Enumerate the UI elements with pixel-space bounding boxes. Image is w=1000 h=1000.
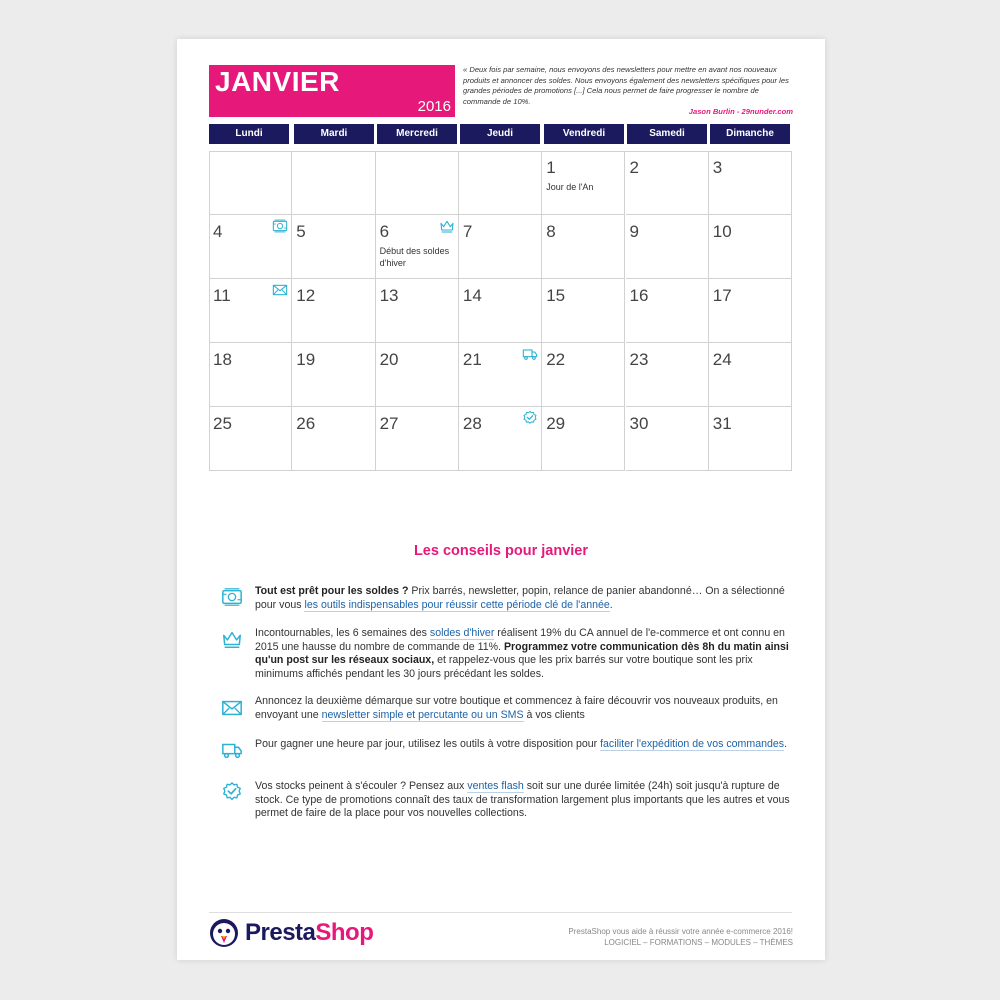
- footer-tagline: [568, 926, 793, 948]
- tip-text: Incontournables, les 6 semaines des: [255, 627, 430, 639]
- day-number: 4: [213, 222, 223, 241]
- weekday-header: Dimanche: [710, 124, 790, 144]
- day-number: 10: [712, 222, 732, 241]
- tools-link[interactable]: les outils indispensables pour réussir cette période clé de l'année: [304, 598, 610, 611]
- year-label: 2016: [417, 98, 451, 115]
- day-number: 31: [712, 414, 732, 433]
- envelope-icon: [272, 282, 288, 298]
- weekday-header: Mardi: [294, 124, 374, 144]
- weekday-header: Samedi: [627, 124, 707, 144]
- day-number: 12: [296, 286, 316, 305]
- calendar-cell: [459, 343, 542, 407]
- calendar-cell: [459, 215, 542, 279]
- tips-title: Les conseils pour janvier: [413, 543, 589, 559]
- calendar-cell: [542, 215, 625, 279]
- day-number: 24: [712, 350, 732, 369]
- tagline-text: PrestaShop vous aide à réussir votre année e-commerce 2016!: [568, 927, 793, 936]
- footer-divider: [209, 912, 792, 913]
- calendar-page: [177, 39, 825, 960]
- truck-icon: [522, 346, 538, 362]
- day-event-note: Jour de l'An: [546, 182, 594, 192]
- calendar-cell: [709, 215, 792, 279]
- calendar-cell: [709, 407, 792, 471]
- day-number: 14: [462, 286, 482, 305]
- calendar-grid: [209, 151, 792, 471]
- day-number: 6: [379, 222, 390, 241]
- calendar-cell: [376, 343, 459, 407]
- day-number: 9: [629, 222, 639, 241]
- winter-sales-link[interactable]: soldes d'hiver: [429, 627, 495, 639]
- sale-tag-icon: [221, 586, 243, 608]
- weekday-header: Lundi: [209, 124, 289, 144]
- day-number: 1: [546, 158, 556, 177]
- day-number: 19: [296, 350, 316, 369]
- day-number: 25: [213, 414, 232, 433]
- day-number: 16: [629, 286, 649, 305]
- calendar-cell: [209, 151, 292, 215]
- tip-text: Vos stocks peinent à s'écouler ? Pensez aux: [255, 780, 468, 792]
- day-number: 20: [379, 350, 399, 369]
- weekday-header: Jeudi: [460, 124, 540, 144]
- calendar-cell: [292, 407, 375, 471]
- day-number: 29: [546, 414, 566, 433]
- calendar-cell: [209, 215, 292, 279]
- day-number: 18: [213, 350, 232, 369]
- crown-icon: [221, 628, 243, 650]
- shipping-link[interactable]: faciliter l'expédition de vos commandes: [600, 738, 785, 750]
- calendar-cell: [626, 279, 709, 343]
- tip-text: à vos clients: [523, 708, 585, 721]
- logo-wordmark: PrestaShop: [245, 919, 374, 946]
- calendar-cell: [376, 279, 459, 343]
- tip-text: Annoncez la deuxième démarque sur votre boutique et commencez à faire découvrir vos nouveaux produits, en envoyant une: [255, 695, 778, 721]
- day-number: 7: [462, 222, 473, 241]
- day-number: 28: [462, 414, 482, 433]
- envelope-icon: [221, 697, 243, 719]
- calendar-cell: [626, 215, 709, 279]
- calendar-cell: [542, 407, 625, 471]
- tip-soldes-ready: [255, 585, 795, 612]
- calendar-cell: [626, 343, 709, 407]
- crown-icon: [439, 218, 455, 234]
- calendar-cell: [292, 279, 375, 343]
- badge-check-icon: [522, 410, 538, 426]
- weekday-header: Mercredi: [377, 124, 457, 144]
- calendar-cell: [459, 151, 542, 215]
- tip-bold: Programmez votre communication dès 8h du matin ainsi qu'un post sur les réseaux sociaux,: [255, 640, 789, 667]
- tip-text: Pour gagner une heure par jour, utilisez les outils à votre disposition pour: [255, 738, 601, 750]
- tip-text: réalisent 19% du CA annuel de l'e-commerce et ont connu en 2015 une hausse du nombre de commande de 11%.: [255, 627, 785, 653]
- tip-shipping: [255, 738, 795, 752]
- flash-sales-link[interactable]: ventes flash: [467, 780, 524, 792]
- day-number: 17: [712, 286, 732, 305]
- day-number: 22: [546, 350, 566, 369]
- calendar-cell: [626, 151, 709, 215]
- truck-icon: [221, 739, 243, 761]
- day-number: 30: [629, 414, 649, 433]
- calendar-cell: [292, 151, 375, 215]
- tip-text: .: [609, 598, 613, 611]
- calendar-cell: [459, 279, 542, 343]
- prestashop-logo[interactable]: [209, 918, 379, 948]
- tip-text: soit sur une durée limitée (24h) soit jusqu'à rupture de stock. Ce type de promotions connaît des taux de transformation largement plus importants que les autres et vous permet de faire de la place pour vos nouvelles collections.: [255, 780, 790, 820]
- day-number: 11: [213, 286, 231, 305]
- tip-second-markdown: [255, 695, 795, 722]
- calendar-cell: [209, 279, 292, 343]
- calendar-cell: [376, 407, 459, 471]
- tip-text: .: [784, 738, 788, 750]
- sale-tag-icon: [272, 218, 288, 234]
- day-event-note: Début des soldes d'hiver: [379, 246, 450, 268]
- day-number: 5: [296, 222, 306, 241]
- day-number: 26: [296, 414, 316, 433]
- testimonial-quote: « Deux fois par semaine, nous envoyons des newsletters pour mettre en avant nos nouveaux produits et annoncer des soldes. Nous envoyons également des newsletters spécifiques pour les grandes périodes de promotions [...] Cela nous permet de faire progresser le nombre de commande de 10%.: [463, 65, 789, 106]
- quote-author: Jason Burlin - 29nunder.com: [688, 107, 793, 116]
- tip-winter-sales: [255, 627, 795, 681]
- puffin-logo-icon: [209, 918, 239, 948]
- tip-bold: Tout est prêt pour les soldes ?: [255, 585, 409, 597]
- calendar-cell: [292, 343, 375, 407]
- tip-flash-sales: [255, 780, 795, 821]
- tip-text: Prix barrés, newsletter, popin, relance de panier abandonné… On a sélectionné pour vous: [255, 585, 785, 611]
- newsletter-link[interactable]: newsletter simple et percutante ou un SMS: [321, 708, 524, 721]
- day-number: 21: [462, 350, 482, 369]
- day-number: 8: [546, 222, 556, 241]
- month-title: JANVIER: [215, 66, 340, 97]
- month-banner: [209, 65, 455, 117]
- day-number: 23: [629, 350, 649, 369]
- day-number: 15: [546, 286, 566, 305]
- calendar-cell: [459, 407, 542, 471]
- calendar-cell: [709, 151, 792, 215]
- badge-check-icon: [221, 781, 243, 803]
- calendar-cell: [376, 215, 459, 279]
- day-number: 13: [379, 286, 399, 305]
- calendar-cell: [709, 279, 792, 343]
- calendar-cell: [709, 343, 792, 407]
- calendar-cell: [209, 407, 292, 471]
- calendar-cell: [542, 151, 625, 215]
- day-number: 2: [629, 158, 639, 177]
- weekday-header: Vendredi: [544, 124, 624, 144]
- calendar-cell: [626, 407, 709, 471]
- calendar-cell: [209, 343, 292, 407]
- calendar-cell: [542, 343, 625, 407]
- calendar-cell: [376, 151, 459, 215]
- calendar-cell: [292, 215, 375, 279]
- categories-text: LOGICIEL – FORMATIONS – MODULES – THÈMES: [604, 938, 793, 947]
- day-number: 27: [379, 414, 399, 433]
- tip-text: et rappelez-vous que les prix barrés sur votre boutique sont les prix minimums affichés pendant les 30 jours précédant les soldes.: [255, 654, 753, 680]
- calendar-cell: [542, 279, 625, 343]
- day-number: 3: [712, 158, 723, 177]
